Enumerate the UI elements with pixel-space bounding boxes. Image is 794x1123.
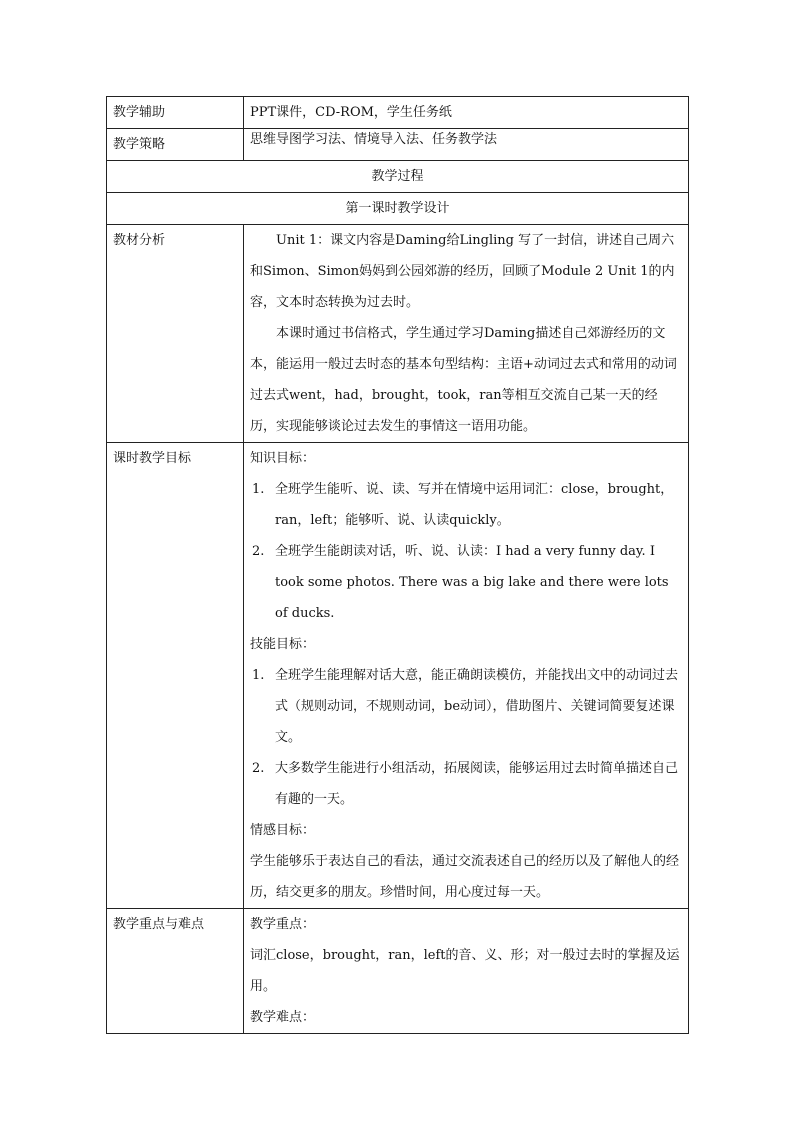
teaching-process-heading: 教学过程 (107, 161, 689, 193)
emotion-objectives-text: 学生能够乐于表达自己的看法，通过交流表述自己的经历以及了解他人的经历，结交更多的朋友。珍惜时间，用心度过每一天。 (250, 854, 680, 900)
list-item (250, 474, 682, 536)
knowledge-objectives-heading: 知识目标： (250, 451, 316, 466)
teaching-focus-heading: 教学重点： (250, 917, 316, 932)
teaching-focus-text: 词汇close，brought，ran，left的音、义、形；对一般过去时的掌握及运用。 (250, 948, 680, 994)
material-analysis-label: 教材分析 (107, 225, 244, 443)
item-text: 全班学生能理解对话大意，能正确朗读模仿，并能找出文中的动词过去式（规则动词，不规则动词，be动词），借助图片、关键词简要复述课文。 (275, 668, 679, 745)
knowledge-objectives-list (250, 474, 682, 629)
item-number: 1. (252, 668, 265, 683)
item-number: 1. (252, 482, 265, 497)
analysis-paragraph: 本课时通过书信格式，学生通过学习Daming描述自己郊游经历的文本，能运用一般过去时态的基本句型结构：主语+动词过去式和常用的动词过去式went，had，brought，took，ran等相互交流自己某一天的经历，实现能够谈论过去发生的事情这一语用功能。 (250, 326, 677, 434)
list-item (250, 753, 682, 815)
teaching-strategy-label: 教学策略 (107, 129, 244, 161)
row-teaching-strategy (107, 129, 689, 161)
lesson-objectives-label: 课时教学目标 (107, 443, 244, 909)
row-teaching-aids (107, 97, 689, 129)
teaching-aids-label: 教学辅助 (107, 97, 244, 129)
lesson-plan-table (106, 96, 689, 1034)
row-lesson-objectives (107, 443, 689, 909)
material-analysis-content (244, 225, 689, 443)
teaching-aids-value: PPT课件，CD-ROM，学生任务纸 (244, 97, 689, 129)
row-material-analysis (107, 225, 689, 443)
item-number: 2. (252, 761, 265, 776)
first-lesson-heading: 第一课时教学设计 (107, 193, 689, 225)
teaching-difficulty-heading: 教学难点： (250, 1010, 316, 1025)
emotion-objectives-heading: 情感目标： (250, 823, 316, 838)
item-text: 全班学生能朗读对话，听、说、认读：I had a very funny day. I took some photos. There was a big lake and there were lots of ducks. (275, 544, 669, 621)
key-difficult-points-content (244, 909, 689, 1034)
list-item (250, 660, 682, 753)
row-process-header (107, 161, 689, 193)
item-number: 2. (252, 544, 265, 559)
item-text: 大多数学生能进行小组活动，拓展阅读，能够运用过去时简单描述自己有趣的一天。 (275, 761, 679, 807)
teaching-strategy-value: 思维导图学习法、情境导入法、任务教学法 (244, 129, 689, 161)
lesson-objectives-content (244, 443, 689, 909)
analysis-paragraph: Unit 1：课文内容是Daming给Lingling 写了一封信，讲述自己周六和Simon、Simon妈妈到公园郊游的经历，回顾了Module 2 Unit 1的内容，文本时态转换为过去时。 (250, 233, 675, 310)
skill-objectives-heading: 技能目标： (250, 637, 316, 652)
row-lesson-header (107, 193, 689, 225)
list-item (250, 536, 682, 629)
skill-objectives-list (250, 660, 682, 815)
row-key-difficult-points (107, 909, 689, 1034)
item-text: 全班学生能听、说、读、写并在情境中运用词汇：close，brought，ran，left；能够听、说、认读quickly。 (275, 482, 674, 528)
key-difficult-points-label: 教学重点与难点 (107, 909, 244, 1034)
